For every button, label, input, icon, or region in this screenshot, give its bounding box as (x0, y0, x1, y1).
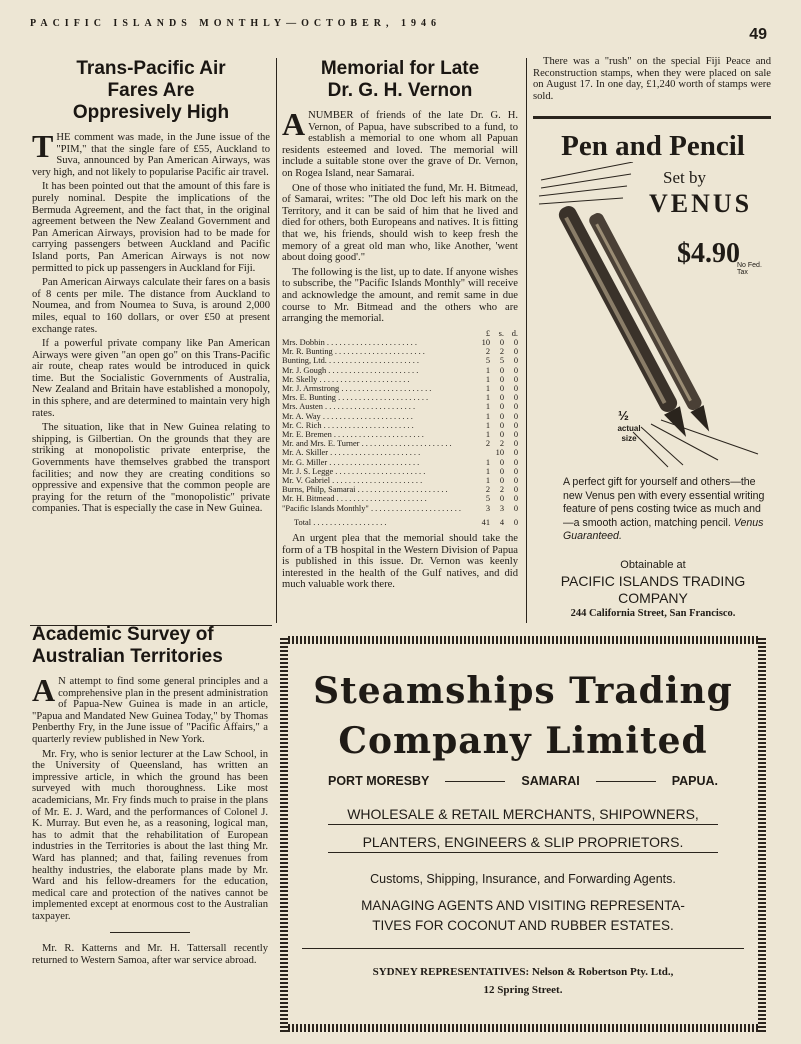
size-label: actual size (617, 424, 641, 443)
pounds: 5 (485, 494, 490, 504)
list-item (282, 356, 518, 365)
port-samarai: SAMARAI (521, 774, 580, 788)
pence: 0 (513, 347, 518, 357)
pounds: 2 (485, 347, 490, 357)
pence: 0 (513, 337, 518, 347)
title-line: Australian Territories (32, 646, 223, 667)
shillings: 0 (499, 494, 504, 504)
pounds: 10 (481, 337, 490, 347)
pence: 0 (513, 383, 518, 393)
shillings-header: s. (498, 328, 504, 338)
subscriber-name: Mr. H. Bitmead . . . . . . . . . . . . . . . . . . . . . . (282, 494, 427, 504)
subscriber-name: Mr. E. Bremen . . . . . . . . . . . . . . . . . . . . . . (282, 429, 424, 439)
shillings: 0 (499, 365, 504, 375)
subscriber-name: Mrs. Austen . . . . . . . . . . . . . . . . . . . . . . (282, 402, 416, 412)
total-row (282, 518, 518, 527)
list-item (282, 494, 518, 503)
page-number: 49 (749, 26, 767, 43)
subscriber-name: Mr. V. Gabriel . . . . . . . . . . . . . . . . . . . . . . (282, 475, 423, 485)
pence: 0 (513, 393, 518, 403)
venus-brand: VENUS (649, 189, 753, 218)
ad-title-line: Company Limited (338, 720, 708, 762)
pounds: 2 (485, 439, 490, 449)
shillings: 0 (499, 337, 504, 347)
subscriber-name: Mrs. E. Bunting . . . . . . . . . . . . . . . . . . . . . . (282, 393, 429, 403)
subscriber-list (282, 329, 518, 513)
ad-company-line: COMPANY (618, 590, 688, 606)
pen-icon (556, 203, 694, 441)
subscriber-name: Mr. J. Armstrong . . . . . . . . . . . . . . . . . . . . . . (282, 383, 432, 393)
ray-line (541, 174, 631, 188)
pounds: 3 (485, 503, 490, 513)
list-item (282, 338, 518, 347)
pence: 0 (513, 429, 518, 439)
pence: 0 (513, 420, 518, 430)
shillings: 0 (499, 402, 504, 412)
port-dash (445, 781, 505, 782)
paragraph: The following is the list, up to date. If anyone wishes to subscribe, the "Pacific Islands Monthly" will receive and acknowledge the amount, and remit same in due course to Mr. Bitmead and the others who are arranging the memorial. (282, 266, 518, 325)
port-moresby: PORT MORESBY (328, 774, 430, 788)
article-stamps (533, 56, 771, 105)
list-item (282, 448, 518, 457)
article-memorial (282, 58, 518, 594)
shillings: 0 (499, 374, 504, 384)
paragraph (32, 672, 268, 746)
list-item (282, 412, 518, 421)
subscriber-name: Mr. R. Bunting . . . . . . . . . . . . . . . . . . . . . . (282, 347, 425, 357)
pence: 0 (513, 466, 518, 476)
list-item (282, 421, 518, 430)
pence-header: d. (511, 328, 518, 338)
size-fraction: ½ (618, 408, 629, 423)
running-head: PACIFIC ISLANDS MONTHLY—OCTOBER, 1946 (30, 18, 441, 29)
paragraph: An urgent plea that the memorial should take the form of a TB hospital in the Western Division of Papua is published in this issue. Dr. Vernon was keenly interested in the health of the Gulf natives, and did much valuable work there. (282, 532, 518, 591)
title-line: Trans-Pacific Air (76, 58, 226, 79)
paragraph: There was a "rush" on the special Fiji Peace and Reconstruction stamps, when they were placed on sale on August 17. In one day, £1,240 worth of stamps were sold. (533, 56, 771, 102)
price: $4.90 (677, 238, 740, 269)
article-air-fares (32, 58, 270, 518)
paragraph: The situation, like that in New Guinea relating to shipping, is Gilbertian. On the grounds that they are striking at monopolistic private enterprise, the Governments have themselves grabbed the transport facilities; and now they are creating conditions so oppressive and expensive that the common people are praying for the return of the "monopolistic" private companies. That is especially the case in New Guinea. (32, 422, 270, 515)
paragraph (32, 128, 270, 178)
managing-line: TIVES FOR COCONUT AND RUBBER ESTATES. (372, 918, 674, 933)
title-line: Oppresively High (72, 102, 230, 123)
managing-line: MANAGING AGENTS AND VISITING REPRESENTA- (361, 898, 685, 913)
services-line: PLANTERS, ENGINEERS & SLIP PROPRIETORS. (362, 834, 684, 850)
paragraph (282, 106, 518, 180)
shillings: 10 (495, 448, 504, 458)
ad-body-text: A perfect gift for yourself and others—the new Venus pen with every essential writing feature of pens costing twice as much and—a smooth action, matching pencil. (563, 476, 765, 529)
shillings: 5 (499, 356, 504, 366)
paragraph: One of those who initiated the fund, Mr. H. Bitmead, of Samarai, writes: "The old Doc left his mark on the Territory, and it can be said of him that he lived and died for others, both Europeans and natives. It is fitting that we, his friends, should wish to keep fresh the memory of a great old man who, like Another, 'went about doing good'." (282, 182, 518, 264)
venus-pen-ad (533, 122, 773, 622)
article-air-fares-title (32, 58, 270, 124)
sydney-line: 12 Spring Street. (483, 984, 563, 996)
services-line: WHOLESALE & RETAIL MERCHANTS, SHIPOWNERS, (347, 806, 699, 822)
ad-title-line: Steamships Trading (313, 670, 733, 712)
pence: 0 (513, 457, 518, 467)
shillings: 0 (499, 393, 504, 403)
shillings: 0 (499, 475, 504, 485)
list-item (282, 402, 518, 411)
pounds: 1 (485, 466, 490, 476)
article-academic-survey (32, 624, 268, 970)
pounds-header: £ (485, 328, 490, 338)
shillings: 0 (499, 457, 504, 467)
pounds: 1 (485, 393, 490, 403)
dropcap: T (32, 128, 54, 164)
section-rule (533, 116, 771, 119)
shillings: 2 (499, 347, 504, 357)
list-item (282, 366, 518, 375)
shillings: 0 (499, 420, 504, 430)
list-item (282, 430, 518, 439)
pounds: 1 (485, 383, 490, 393)
subscriber-name: Mr. Skelly . . . . . . . . . . . . . . . . . . . . . . (282, 374, 410, 384)
steamships-ad (280, 636, 766, 1032)
list-item (282, 458, 518, 467)
paragraph-text: NUMBER of friends of the late Dr. G. H. Vernon, of Papua, have subscribed to a fund, to establish a memorial to one whom all Papuan residents esteemed and loved. The memorial will include a suitable stone over the grave of Dr. Vernon, on Rogea Island, near Samarai. (282, 110, 518, 179)
shillings: 2 (499, 485, 504, 495)
pounds: 1 (485, 457, 490, 467)
price-note: No Fed. Tax (737, 262, 762, 276)
pence: 0 (513, 485, 518, 495)
shillings: 0 (499, 411, 504, 421)
pounds (476, 448, 490, 457)
subscriber-name: Mr. J. Gough . . . . . . . . . . . . . . . . . . . . . . (282, 365, 419, 375)
total-label: Total . . . . . . . . . . . . . . . . . . (294, 517, 387, 527)
article-academic-survey-title (32, 624, 268, 668)
paragraph: Mr. Fry, who is senior lecturer at the Law School, in the University of Queensland, has written an impressive article, in which the ground has been surveyed with much thoroughness. Like most academicians, Mr. Fry finds much to praise in the plans of Mr. E. J. Ward, and the performances of Colonel J. K. Murray. But even he, as a reasoning, logical man, has to admit that the rehabilitation of European industries in the Territories is about the last thing Mr. Ward has planned; and that, failing revenues from healthy industries, the elaborate plans made by Mr. Ward and his fellow-dreamers for the education, medical care and protection of the natives cannot be implemented except at enormous cost to the Australian taxpayer. (32, 748, 268, 922)
list-item (282, 375, 518, 384)
total-label-text: Total (294, 517, 312, 527)
ray-line (539, 186, 627, 196)
ad-company-line: PACIFIC ISLANDS TRADING (560, 573, 746, 589)
pence: 0 (513, 402, 518, 412)
dropcap: A (282, 106, 306, 142)
shillings: 3 (499, 503, 504, 513)
list-item (282, 476, 518, 485)
article-memorial-title (282, 58, 518, 102)
subscriber-name: Mr. G. Miller . . . . . . . . . . . . . . . . . . . . . . (282, 457, 420, 467)
list-item (282, 439, 518, 448)
total-pence: 0 (513, 517, 518, 527)
pounds: 1 (485, 374, 490, 384)
subscriber-name: Mr. C. Rich . . . . . . . . . . . . . . . . . . . . . . (282, 420, 414, 430)
list-item (282, 384, 518, 393)
total-shillings: 4 (499, 517, 504, 527)
subscriber-name: Bunting, Ltd. . . . . . . . . . . . . . . . . . . . . . . (282, 356, 420, 366)
shillings: 2 (499, 439, 504, 449)
pence: 0 (513, 439, 518, 449)
title-line: Memorial for Late (320, 58, 480, 79)
pounds: 2 (485, 485, 490, 495)
title-line: Dr. G. H. Vernon (327, 80, 473, 101)
pounds: 5 (485, 356, 490, 366)
shillings: 0 (499, 466, 504, 476)
subscriber-name: Mr. J. S. Legge . . . . . . . . . . . . . . . . . . . . . . (282, 466, 426, 476)
paragraph-text: N attempt to find some general principles and a comprehensive plan in the present administration of Papua-New Guinea is made in an article, "Papua and Mandated New Guinea Today," by Thomas Penberthy Fry, in the June issue of "Pacific Affairs," a quarterly review published in New York. (32, 676, 268, 745)
pounds: 1 (485, 365, 490, 375)
port-dash (596, 781, 656, 782)
list-item (282, 393, 518, 402)
column-divider (276, 58, 277, 623)
sydney-line: SYDNEY REPRESENTATIVES: Nelson & Robertson Pty. Ltd., (372, 966, 674, 978)
ray-line (541, 162, 633, 180)
paragraph: It has been pointed out that the amount of this fare is purely nominal. Despite the implications of the Bermuda Agreement, and the fact that, in the original agreement between the New Zealand Government and Pan American Airways, provision had to be made for carrying passengers between Auckland and Pacific Island ports, Pan American Airways is not now permitted to pick up passengers in Auckland for Fiji. (32, 181, 270, 274)
total-pounds: 41 (481, 517, 490, 527)
pence: 0 (513, 448, 518, 458)
port-papua: PAPUA. (671, 774, 718, 788)
dropcap: A (32, 672, 56, 708)
paragraph: If a powerful private company like Pan American Airways were given "an open go" on this Trans-Pacific air route, cheap rates would be introduced in quick time. But the Socialistic Governments of Australia, New Zealand and Britain have established a monopoly, in this sphere, and are determined to maintain very high rates. (32, 338, 270, 419)
ports-line (328, 774, 718, 788)
ray-line (539, 198, 623, 204)
ad-obtainable: Obtainable at (620, 559, 686, 571)
title-line: Academic Survey of (32, 624, 214, 645)
pence: 0 (513, 365, 518, 375)
ad-border-bottom (280, 1024, 766, 1032)
list-item (282, 504, 518, 513)
ad-set-by: Set by (663, 168, 706, 187)
pounds: 1 (485, 475, 490, 485)
subscriber-name: Mr. and Mrs. E. Turner . . . . . . . . . . . . . . . . . . . . . . (282, 439, 452, 449)
paragraph-text: HE comment was made, in the June issue of the "PIM," that the single fare of £55, Auckland to Suva, announced by Pan American Airways, was very high, and not likely to popularise Pacific air travel. (32, 132, 270, 178)
list-item (282, 347, 518, 356)
underline (328, 824, 718, 825)
pence: 0 (513, 475, 518, 485)
pence: 0 (513, 503, 518, 513)
pence: 0 (513, 374, 518, 384)
column-divider (526, 58, 527, 623)
subscriber-name: "Pacific Islands Monthly" . . . . . . . . . . . . . . . . . . . . . . (282, 503, 461, 513)
pence: 0 (513, 494, 518, 504)
ad-title: Pen and Pencil (561, 130, 745, 162)
list-item (282, 485, 518, 494)
ad-border-top (280, 636, 766, 644)
pen-pencil-illustration (533, 162, 773, 522)
subscriber-name: Mr. A. Way . . . . . . . . . . . . . . . . . . . . . . (282, 411, 413, 421)
list-header-row (282, 329, 518, 338)
pounds: 1 (485, 420, 490, 430)
list-item (282, 467, 518, 476)
divider (302, 948, 744, 949)
title-line: Fares Are (107, 80, 195, 101)
subscriber-total (282, 518, 518, 527)
ad-body (563, 476, 769, 544)
subscriber-name: Burns, Philp, Samarai . . . . . . . . . . . . . . . . . . . . . . (282, 485, 448, 495)
shillings: 0 (499, 429, 504, 439)
paragraph: Mr. R. Katterns and Mr. H. Tattersall recently returned to Western Samoa, after war service abroad. (32, 943, 268, 967)
pounds: 1 (485, 429, 490, 439)
pounds: 1 (485, 402, 490, 412)
agents-line: Customs, Shipping, Insurance, and Forwarding Agents. (370, 872, 676, 886)
pounds: 1 (485, 411, 490, 421)
pence: 0 (513, 356, 518, 366)
ad-guarantee: Venus Guaranteed. (563, 516, 764, 542)
subscriber-name: Mr. A. Skiller . . . . . . . . . . . . . . . . . . . . . . (282, 448, 421, 458)
paragraph: Pan American Airways calculate their fares on a basis of 8 cents per mile. The distance from Auckland to Noumea, and from Noumea to Suva, is around 2,000 miles, equal to 160 dollars, or over £50 at present exchange rates. (32, 277, 270, 335)
pence: 0 (513, 411, 518, 421)
shillings: 0 (499, 383, 504, 393)
subscriber-name: Mrs. Dobbin . . . . . . . . . . . . . . . . . . . . . . (282, 337, 417, 347)
underline (328, 852, 718, 853)
short-rule (110, 932, 190, 933)
ad-address: 244 California Street, San Francisco. (570, 608, 736, 619)
